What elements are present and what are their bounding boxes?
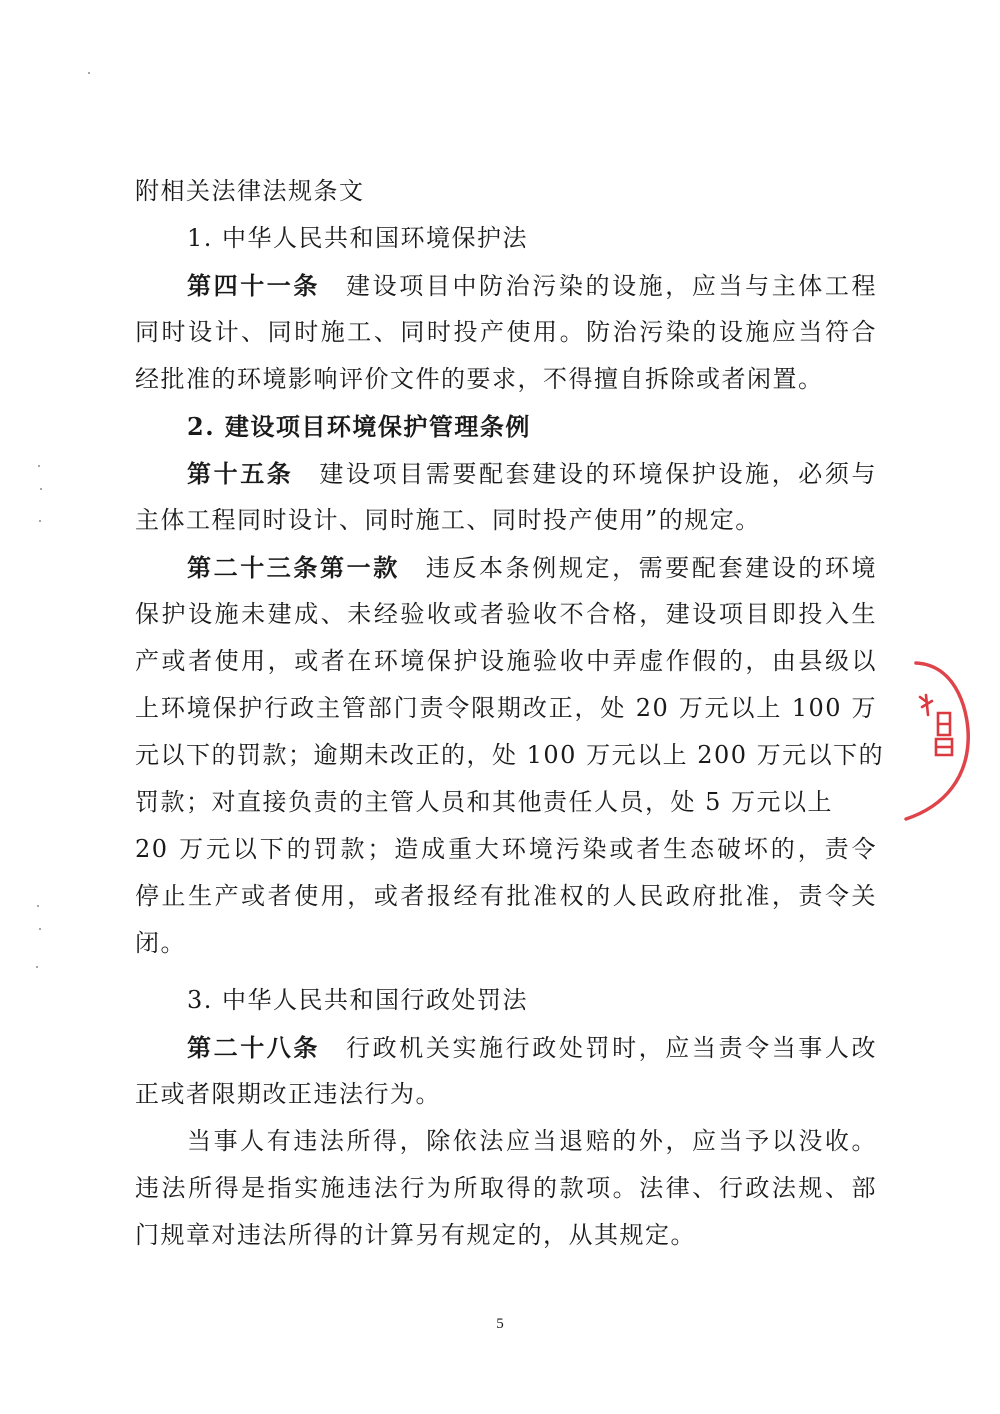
document-body xyxy=(135,168,885,1259)
article-line: 正或者限期改正违法行为。 xyxy=(135,1080,441,1108)
paragraph-line: 违法所得是指实施违法行为所取得的款项。法律、行政法规、部 xyxy=(135,1174,877,1202)
article-label-28: 第二十八条 xyxy=(187,1033,321,1062)
article-line: 元以下的罚款；逾期未改正的，处 100 万元以上 200 万元以下的 xyxy=(135,741,885,769)
law-title-construction-project-regulation: 2. 建设项目环境保护管理条例 xyxy=(187,412,531,441)
article-line: 保护设施未建成、未经验收或者验收不合格，建设项目即投入生 xyxy=(135,600,877,628)
article-label-23: 第二十三条第一款 xyxy=(187,553,400,582)
article-line: 罚款；对直接负责的主管人员和其他责任人员，处 5 万元以上 xyxy=(135,788,834,816)
seal-glyphs xyxy=(920,695,952,755)
article-label-15: 第十五条 xyxy=(187,459,294,488)
article-line: 产或者使用，或者在环境保护设施验收中弄虚作假的，由县级以 xyxy=(135,647,877,675)
article-line: 第二十三条第一款 违反本条例规定，需要配套建设的环境 xyxy=(187,553,878,582)
law-title-administrative-penalty-law: 3. 中华人民共和国行政处罚法 xyxy=(187,986,529,1014)
appendix-heading: 附相关法律法规条文 xyxy=(135,177,365,205)
article-line: 20 万元以下的罚款；造成重大环境污染或者生态破坏的，责令 xyxy=(135,835,877,863)
article-line: 上环境保护行政主管部门责令限期改正，处 20 万元以上 100 万 xyxy=(135,694,877,722)
paragraph-line: 门规章对违法所得的计算另有规定的，从其规定。 xyxy=(135,1221,696,1249)
red-seal-stamp xyxy=(898,655,978,825)
article-line: 经批准的环境影响评价文件的要求，不得擅自拆除或者闲置。 xyxy=(135,365,824,393)
article-line: 第二十八条 行政机关实施行政处罚时，应当责令当事人改 xyxy=(187,1033,878,1062)
paragraph-line: 当事人有违法所得，除依法应当退赔的外，应当予以没收。 xyxy=(187,1127,877,1155)
article-line: 主体工程同时设计、同时施工、同时投产使用”的规定。 xyxy=(135,506,761,534)
article-line: 同时设计、同时施工、同时投产使用。防治污染的设施应当符合 xyxy=(135,318,877,346)
page-number: 5 xyxy=(496,1316,504,1332)
article-line: 停止生产或者使用，或者报经有批准权的人民政府批准，责令关 xyxy=(135,882,877,910)
article-line: 第四十一条 建设项目中防治污染的设施，应当与主体工程 xyxy=(187,271,878,300)
law-title-environmental-protection-law: 1. 中华人民共和国环境保护法 xyxy=(187,224,529,252)
article-line: 第十五条 建设项目需要配套建设的环境保护设施，必须与 xyxy=(187,459,878,488)
article-line: 闭。 xyxy=(135,929,186,957)
article-label-41: 第四十一条 xyxy=(187,271,321,300)
